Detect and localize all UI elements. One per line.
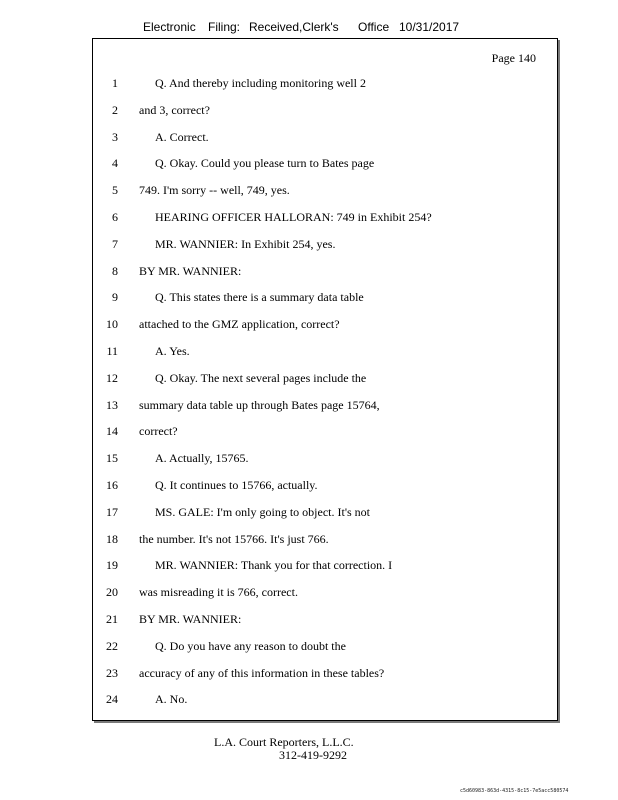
transcript-line: was misreading it is 766, correct. [139, 585, 298, 599]
line-number: 8 [112, 264, 118, 278]
filing-stamp-received: Received,Clerk's [249, 20, 339, 34]
transcript-line: Q. Okay. Could you please turn to Bates page [155, 156, 375, 170]
transcript-line: Q. And thereby including monitoring well 2 [155, 76, 366, 90]
line-number: 12 [106, 371, 118, 385]
transcript-line: MR. WANNIER: Thank you for that correction. I [155, 558, 393, 572]
footer-phone-text: 312-419-9292 [279, 748, 347, 762]
transcript-line: Q. This states there is a summary data table [155, 290, 364, 304]
filing-stamp [0, 20, 618, 38]
line-number: 11 [106, 344, 118, 358]
transcript-line: correct? [139, 424, 178, 438]
line-number: 19 [106, 558, 118, 572]
transcript-line: HEARING OFFICER HALLORAN: 749 in Exhibit 254? [155, 210, 432, 224]
line-number: 6 [112, 210, 118, 224]
filing-stamp-label: Electronic [143, 20, 196, 34]
line-number: 23 [106, 666, 118, 680]
line-number: 7 [112, 237, 118, 251]
transcript-line: Q. Do you have any reason to doubt the [155, 639, 346, 653]
transcript-line: summary data table up through Bates page 15764, [139, 398, 380, 412]
transcript-line: A. No. [155, 692, 188, 706]
line-number: 16 [106, 478, 118, 492]
line-number: 10 [106, 317, 118, 331]
line-number: 14 [106, 424, 118, 438]
transcript-line: MS. GALE: I'm only going to object. It's not [155, 505, 370, 519]
transcript-line: BY MR. WANNIER: [139, 264, 242, 278]
line-number: 17 [106, 505, 118, 519]
transcript-page [92, 38, 558, 721]
filing-stamp-office: Office [358, 20, 390, 34]
transcript-line: accuracy of any of this information in these tables? [139, 666, 385, 680]
transcript-line: BY MR. WANNIER: [139, 612, 242, 626]
filing-stamp-filing: Filing: [208, 20, 241, 34]
line-number: 20 [106, 585, 118, 599]
line-number: 15 [106, 451, 118, 465]
line-number: 2 [112, 103, 118, 117]
transcript-line: Q. Okay. The next several pages include the [155, 371, 367, 385]
line-number: 18 [106, 532, 118, 546]
transcript-line: 749. I'm sorry -- well, 749, yes. [139, 183, 290, 197]
transcript-line: A. Correct. [155, 130, 209, 144]
transcript-line: and 3, correct? [139, 103, 210, 117]
line-number: 24 [106, 692, 118, 706]
line-number: 13 [106, 398, 118, 412]
transcript-line: A. Yes. [155, 344, 190, 358]
line-number: 4 [112, 156, 118, 170]
line-number: 3 [112, 130, 118, 144]
filing-stamp-date: 10/31/2017 [399, 20, 460, 34]
document-id: c5d60983-863d-4315-8c15-7e5acc580574 [460, 788, 569, 794]
footer-company-text: L.A. Court Reporters, L.L.C. [214, 735, 354, 749]
transcript-line: attached to the GMZ application, correct? [139, 317, 340, 331]
line-number: 9 [112, 290, 118, 304]
line-number: 21 [106, 612, 118, 626]
page-number: Page 140 [491, 51, 536, 65]
transcript-line: A. Actually, 15765. [155, 451, 249, 465]
transcript-line: the number. It's not 15766. It's just 766. [139, 532, 329, 546]
transcript-line: Q. It continues to 15766, actually. [155, 478, 318, 492]
line-number: 1 [112, 76, 118, 90]
line-number: 22 [106, 639, 118, 653]
transcript-line: MR. WANNIER: In Exhibit 254, yes. [155, 237, 336, 251]
line-number: 5 [112, 183, 118, 197]
